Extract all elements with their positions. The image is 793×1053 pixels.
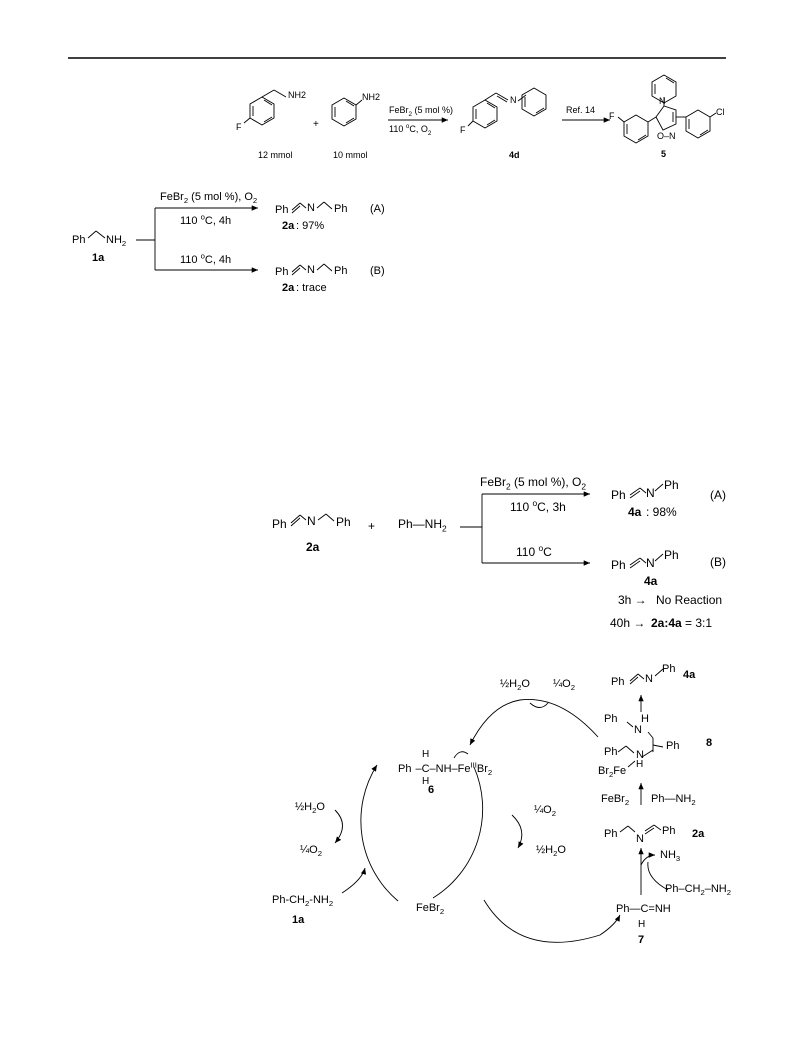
scheme1-condition-top: FeBr$_2$ (5 mol %) [389, 105, 454, 118]
n-label-5: N [659, 96, 666, 106]
mech-oxygen-top: $\frac{1}{4}O_2$ [553, 678, 576, 693]
s3-conditionA-top: FeBr$_2$ (5 mol %), $O_2$ [480, 475, 587, 492]
plus-scheme1: + [313, 119, 319, 130]
mech-label-2a: 2a [692, 828, 705, 840]
f-label-4d: F [460, 125, 466, 135]
nh2-label-amine: NH2 [288, 90, 307, 100]
mech-7-H: H [638, 919, 646, 930]
s3-label-2a: 2a [306, 540, 320, 554]
s3-prodA-left: Ph [611, 488, 626, 502]
mech-2a-right: Ph [662, 825, 676, 837]
s3-prodB-N: N [646, 556, 655, 570]
mech-febr2-side: FeBr$_2$ [601, 793, 630, 808]
mech-product-right: Ph [662, 663, 676, 675]
f-label-5: F [609, 111, 615, 121]
s3-tag-A: (A) [710, 488, 726, 502]
mech-product-left: Ph [611, 676, 625, 688]
product2a-B-right: Ph [334, 265, 348, 277]
mech-right-oxygen: $\frac{1}{4}O_2$ [534, 804, 557, 819]
mech-label-1a: 1a [292, 914, 305, 926]
s3-note2-result: 2a:4a [651, 616, 682, 630]
s3-note2-time: 40h → [610, 616, 646, 630]
aniline-amount: 10 mmol [333, 150, 368, 160]
product2a-B-label: 2a [282, 282, 295, 294]
mech-nh3: $NH_3$ [660, 849, 681, 864]
mech-benzylamine-side: $Ph-CH_2-NH_2$ [665, 883, 732, 898]
fluorobenzylamine-structure [244, 90, 286, 125]
s3-conditionB: 110 $^o$C [516, 543, 552, 559]
cl-label-5: Cl [716, 107, 725, 117]
amine-amount: 12 mmol [258, 150, 293, 160]
reference-label: Ref. 14 [566, 105, 596, 115]
s3-plus: + [368, 519, 376, 533]
mech-complex-6: Ph $-C-NH-Fe^{III}Br_2$ [398, 760, 493, 778]
mech-febr2-cycle: FeBr$_2$ [416, 902, 445, 917]
scheme2-conditionA-top: FeBr$_2$ (5 mol %), $O_2$ [160, 191, 258, 206]
mech-int8-h2: H [636, 759, 644, 770]
mech-int8-nh: N [636, 749, 644, 761]
mech-label-6: 6 [428, 784, 435, 796]
product2a-A-left: Ph [275, 204, 289, 216]
mech-6-H-down: H [422, 776, 430, 787]
imine-4d-structure [468, 88, 546, 128]
compound-label-4d: 4d [509, 150, 520, 160]
mech-int8-ph: Ph [604, 713, 618, 725]
s3-imine-left: Ph [272, 517, 287, 531]
s3-note2-ratio: = 3:1 [685, 616, 713, 630]
s3-note1-time: 3h → [618, 593, 647, 607]
s3-imine-right: Ph [336, 515, 351, 529]
mech-left-oxygen: $\frac{1}{4}O_2$ [300, 844, 323, 859]
mech-phnh2-side: $Ph—NH_2$ [651, 793, 696, 808]
mech-label-4a: 4a [683, 669, 696, 681]
product2a-A-yield: : 97% [296, 220, 325, 232]
mechanism-graphics [335, 669, 668, 942]
benzylamine-1a-bonds [88, 231, 105, 238]
mech-int8-ph3: Ph [666, 740, 680, 752]
mech-int8-h: H [641, 713, 649, 725]
s3-conditionA-bottom: 110 $^o$C, 3h [510, 498, 566, 514]
f-label-amine: F [236, 122, 242, 132]
product2a-A-N: N [307, 202, 315, 214]
mech-int8-fe: $Br_2Fe$ [598, 765, 627, 780]
s3-prodA-yield: : 98% [646, 505, 677, 519]
product2a-A-right: Ph [334, 203, 348, 215]
mech-6-H-up: H [422, 749, 430, 760]
s3-note1-result: No Reaction [656, 593, 723, 607]
mech-benzylamine-1a: $Ph-CH_2-NH_2$ [272, 894, 334, 909]
mech-label-8: 8 [706, 737, 713, 749]
aniline-structure [332, 98, 362, 126]
s3-prodB-label: 4a [644, 574, 658, 588]
mech-2a-left: Ph [604, 828, 618, 840]
mech-left-water: $\frac{1}{2}H_2O$ [295, 801, 325, 816]
on-label-5: O–N [657, 131, 676, 141]
mech-right-water: $\frac{1}{2}H_2O$ [536, 844, 566, 859]
product2a-A-label: 2a [282, 220, 295, 232]
nh2-label-aniline: NH2 [362, 92, 381, 102]
mech-int8-ph2: Ph [604, 746, 618, 758]
nh2-1a: $NH_2$ [106, 234, 127, 249]
mech-imine-7: Ph—C=NH [616, 903, 671, 915]
product2a-B-N: N [307, 264, 315, 276]
s3-prodB-right: Ph [664, 548, 679, 562]
mech-label-7: 7 [638, 934, 645, 946]
mech-water-top: $\frac{1}{2}H_2O$ [500, 678, 530, 693]
n-label-4d: N [510, 95, 517, 105]
s3-aniline: $Ph—NH_2$ [398, 517, 447, 534]
product2a-B-left: Ph [275, 266, 289, 278]
s3-prodB-left: Ph [611, 558, 626, 572]
compound-label-1a: 1a [92, 252, 105, 264]
compound-label-5: 5 [661, 149, 667, 159]
scheme1-condition-bottom: 110 $^o$C, $O_2$ [389, 123, 432, 137]
s3-tag-B: (B) [710, 555, 726, 569]
s3-imine-N: N [307, 514, 316, 528]
scheme2-conditionB: 110 $^o$C, 4h [180, 251, 232, 266]
mech-2a-N: N [636, 833, 644, 845]
mech-int8-n: N [634, 724, 642, 736]
s3-prodA-N: N [646, 486, 655, 500]
product2a-B-yield: : trace [296, 282, 327, 294]
scheme2-tag-B: (B) [370, 265, 385, 277]
s3-prodA-label: 4a [628, 505, 642, 519]
ph-1a: Ph [72, 234, 86, 246]
scheme2-conditionA-bottom: 110 $^o$C, 4h [180, 212, 232, 227]
mech-product-N: N [645, 673, 653, 685]
s3-prodA-right: Ph [664, 478, 679, 492]
scheme2-tag-A: (A) [370, 203, 385, 215]
